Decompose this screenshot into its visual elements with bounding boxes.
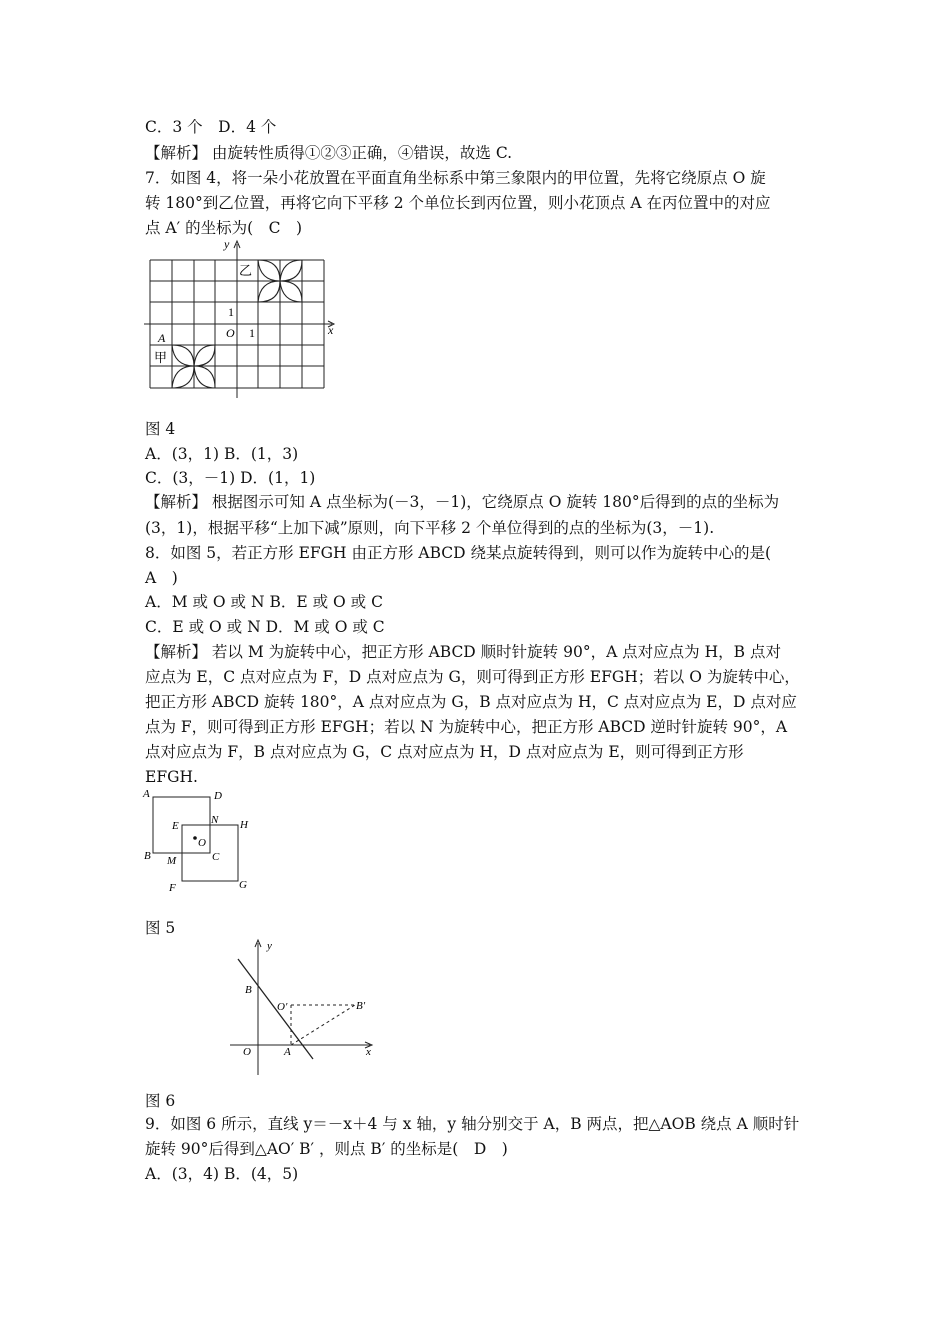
label-jia: 甲: [154, 350, 168, 365]
figure-6-caption: 图 6: [145, 1092, 176, 1110]
label-x-one: 1: [249, 326, 255, 340]
text-line: C．3 个 D．4 个: [145, 118, 277, 136]
text-line: 【解析】 若以 M 为旋转中心，把正方形 ABCD 顺时针旋转 90°，A 点对应点为 H，B 点对: [145, 643, 781, 661]
label-o: O: [198, 837, 206, 849]
label-n: N: [211, 814, 219, 826]
label-b: B: [245, 984, 252, 996]
text-line: A．M 或 O 或 N B．E 或 O 或 C: [145, 593, 383, 611]
label-g: G: [239, 879, 247, 891]
label-o-prime: O′: [277, 1001, 288, 1013]
label-h: H: [240, 819, 248, 831]
label-a: A: [143, 788, 150, 800]
text-line: 点 A′ 的坐标为( C ): [145, 219, 303, 237]
figure-4-grid: [140, 238, 340, 403]
label-c: C: [212, 851, 220, 863]
x-axis-label: x: [366, 1046, 371, 1058]
label-b-prime: B′: [356, 1000, 366, 1012]
text-line: 8．如图 5，若正方形 EFGH 由正方形 ABCD 绕某点旋转得到，则可以作为旋转中心的是(: [145, 544, 772, 562]
label-point-a: A: [158, 331, 166, 345]
text-line: EFGH.: [145, 768, 198, 786]
label-d: D: [214, 790, 222, 802]
label-e: E: [172, 820, 179, 832]
text-line: 应点为 E，C 点对应点为 F，D 点对应点为 G，则可得到正方形 EFGH；若以 O 为旋转中心，: [145, 668, 800, 686]
text-line: 点对应点为 F，B 点对应点为 G，C 点对应点为 H，D 点对应点为 E，则可得到正方形: [145, 743, 744, 761]
label-y-one: 1: [228, 305, 234, 319]
label-b: B: [144, 850, 151, 862]
label-yi: 乙: [239, 263, 253, 278]
label-origin: O: [226, 326, 235, 340]
text-line: C．E 或 O 或 N D．M 或 O 或 C: [145, 618, 385, 636]
label-origin: O: [243, 1046, 251, 1058]
text-line: 旋转 90°后得到△AO′ B′ ，则点 B′ 的坐标是( D ): [145, 1140, 508, 1158]
text-line: 7．如图 4，将一朵小花放置在平面直角坐标系中第三象限内的甲位置，先将它绕原点 O 旋: [145, 169, 766, 187]
figure-6-rotation: [225, 935, 380, 1080]
text-line: 点为 F，则可得到正方形 EFGH；若以 N 为旋转中心，把正方形 ABCD 逆时针旋转 90°，A: [145, 718, 788, 736]
label-a: A: [284, 1046, 291, 1058]
text-line: 转 180°到乙位置，再将它向下平移 2 个单位长到丙位置，则小花顶点 A 在丙位置中的对应: [145, 194, 771, 212]
text-line: 9．如图 6 所示，直线 y＝－x＋4 与 x 轴，y 轴分别交于 A，B 两点，把△AOB 绕点 A 顺时针: [145, 1115, 800, 1133]
x-axis-label: x: [328, 323, 334, 337]
label-f: F: [169, 882, 176, 894]
y-axis-label: y: [224, 238, 230, 251]
text-line: 把正方形 ABCD 旋转 180°，A 点对应点为 G，B 点对应点为 H，C 点对应点为 E，D 点对应: [145, 693, 797, 711]
text-line: C．(3，－1) D．(1，1): [145, 469, 316, 487]
text-line: 【解析】 根据图示可知 A 点坐标为(－3，－1)，它绕原点 O 旋转 180°后得到的点的坐标为: [145, 493, 780, 511]
figure-4-caption: 图 4: [145, 420, 176, 438]
figure-5-squares: [140, 785, 260, 895]
text-line: (3，1)，根据平移“上加下减”原则，向下平移 2 个单位得到的点的坐标为(3，－1).: [145, 519, 715, 537]
text-line: A．(3，4) B．(4，5): [145, 1165, 299, 1183]
y-axis-label: y: [267, 940, 272, 952]
figure-5-caption: 图 5: [145, 919, 176, 937]
text-line: A．(3，1) B．(1，3): [145, 445, 299, 463]
text-line: 【解析】 由旋转性质得①②③正确，④错误，故选 C.: [145, 144, 513, 162]
text-line: A ): [145, 569, 178, 587]
label-m: M: [167, 855, 177, 867]
